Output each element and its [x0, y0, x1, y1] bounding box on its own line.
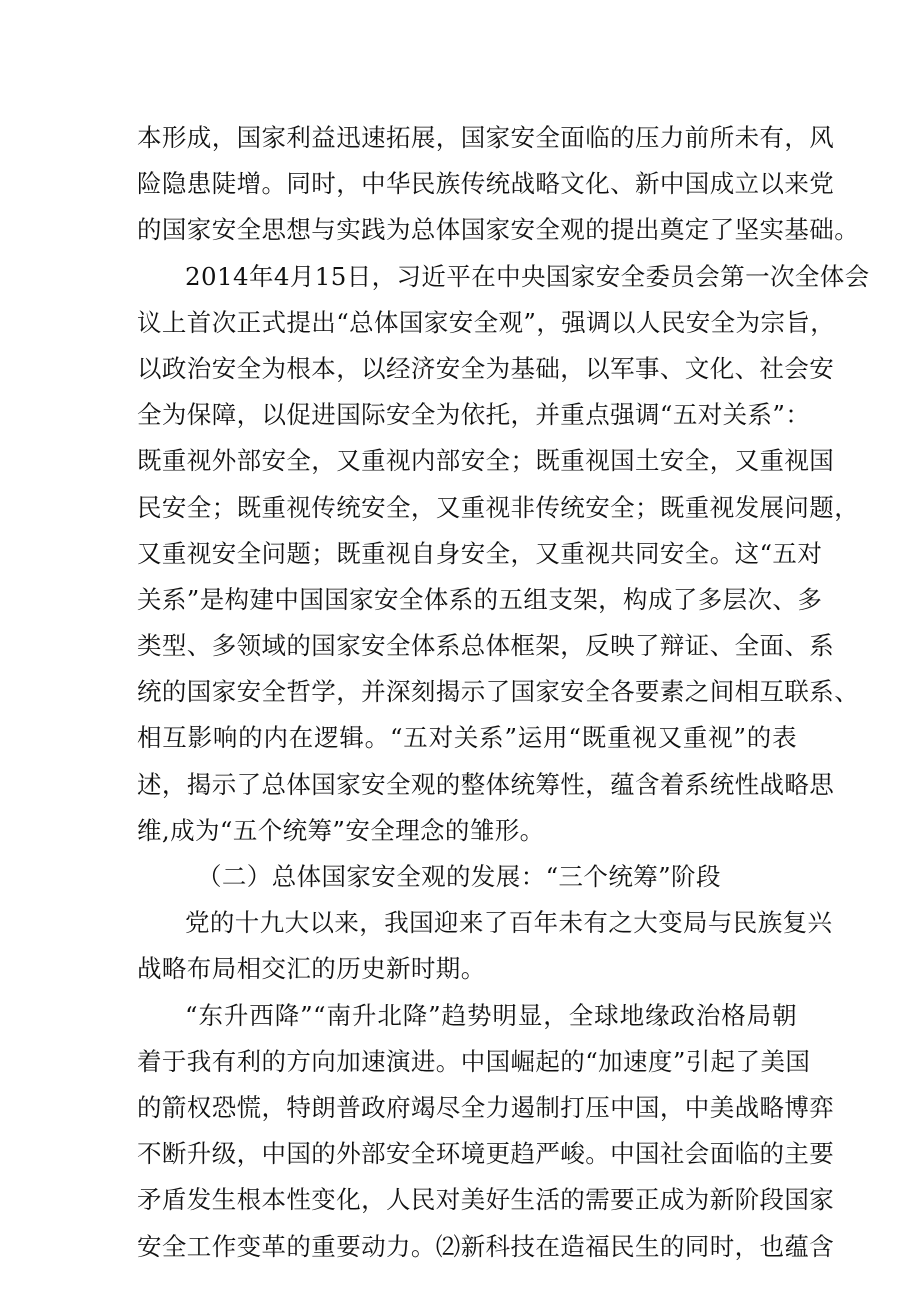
- text-line: 以政治安全为根本，以经济安全为基础，以军事、文化、社会安: [137, 353, 835, 383]
- text-line: 的国家安全思想与实践为总体国家安全观的提出奠定了坚实基础。: [137, 215, 860, 245]
- body-text: [137, 115, 870, 1270]
- paragraph-start-line: 2014年4月15日，习近平在中央国家安全委员会第一次全体会: [185, 261, 870, 291]
- text-line: 民安全；既重视传统安全，又重视非传统安全；既重视发展问题，: [137, 492, 860, 522]
- text-line: 维,成为“五个统筹”安全理念的雏形。: [137, 815, 545, 845]
- text-line: 议上首次正式提出“总体国家安全观”，强调以人民安全为宗旨，: [137, 307, 836, 337]
- text-line: 述，揭示了总体国家安全观的整体统筹性，蕴含着系统性战略思: [137, 769, 835, 799]
- text-line: 险隐患陡增。同时，中华民族传统战略文化、新中国成立以来党: [137, 169, 835, 199]
- text-line: 统的国家安全哲学，并深刻揭示了国家安全各要素之间相互联系、: [137, 677, 860, 707]
- text-line: 全为保障，以促进国际安全为依托，并重点强调“五对关系”：: [137, 400, 811, 430]
- text-line: 矛盾发生根本性变化，人民对美好生活的需要正成为新阶段国家: [137, 1185, 835, 1215]
- text-line: 本形成，国家利益迅速拓展，国家安全面临的压力前所未有，风: [137, 123, 835, 152]
- text-line: 又重视安全问题；既重视自身安全，又重视共同安全。这“五对: [137, 538, 823, 568]
- text-line: 战略布局相交汇的历史新时期。: [137, 954, 486, 984]
- text-line: 相互影响的内在逻辑。“五对关系”运用“既重视又重视”的表: [137, 723, 797, 753]
- text-line: 着于我有利的方向加速演进。中国崛起的“加速度”引起了美国: [137, 1046, 811, 1076]
- text-line: 关系”是构建中国国家安全体系的五组支架，构成了多层次、多: [137, 584, 823, 614]
- text-line: 的箭权恐慌，特朗普政府竭尽全力遏制打压中国，中美战略博弈: [137, 1092, 835, 1122]
- paragraph-start-line: 党的十九大以来，我国迎来了百年未有之大变局与民族复兴: [185, 908, 833, 938]
- text-line: 类型、多领域的国家安全体系总体框架，反映了辩证、全面、系: [137, 631, 835, 661]
- section-heading: （二）总体国家安全观的发展：“三个统筹”阶段: [197, 862, 721, 891]
- text-line: 不断升级，中国的外部安全环境更趋严峻。中国社会面临的主要: [137, 1139, 835, 1169]
- paragraph-start-line: “东升西降”“南升北降”趋势明显，全球地缘政治格局朝: [185, 1000, 797, 1030]
- text-line: 安全工作变革的重要动力。⑵新科技在造福民生的同时，也蕴含: [137, 1231, 835, 1261]
- text-line: 既重视外部安全，又重视内部安全；既重视国土安全，又重视国: [137, 446, 835, 476]
